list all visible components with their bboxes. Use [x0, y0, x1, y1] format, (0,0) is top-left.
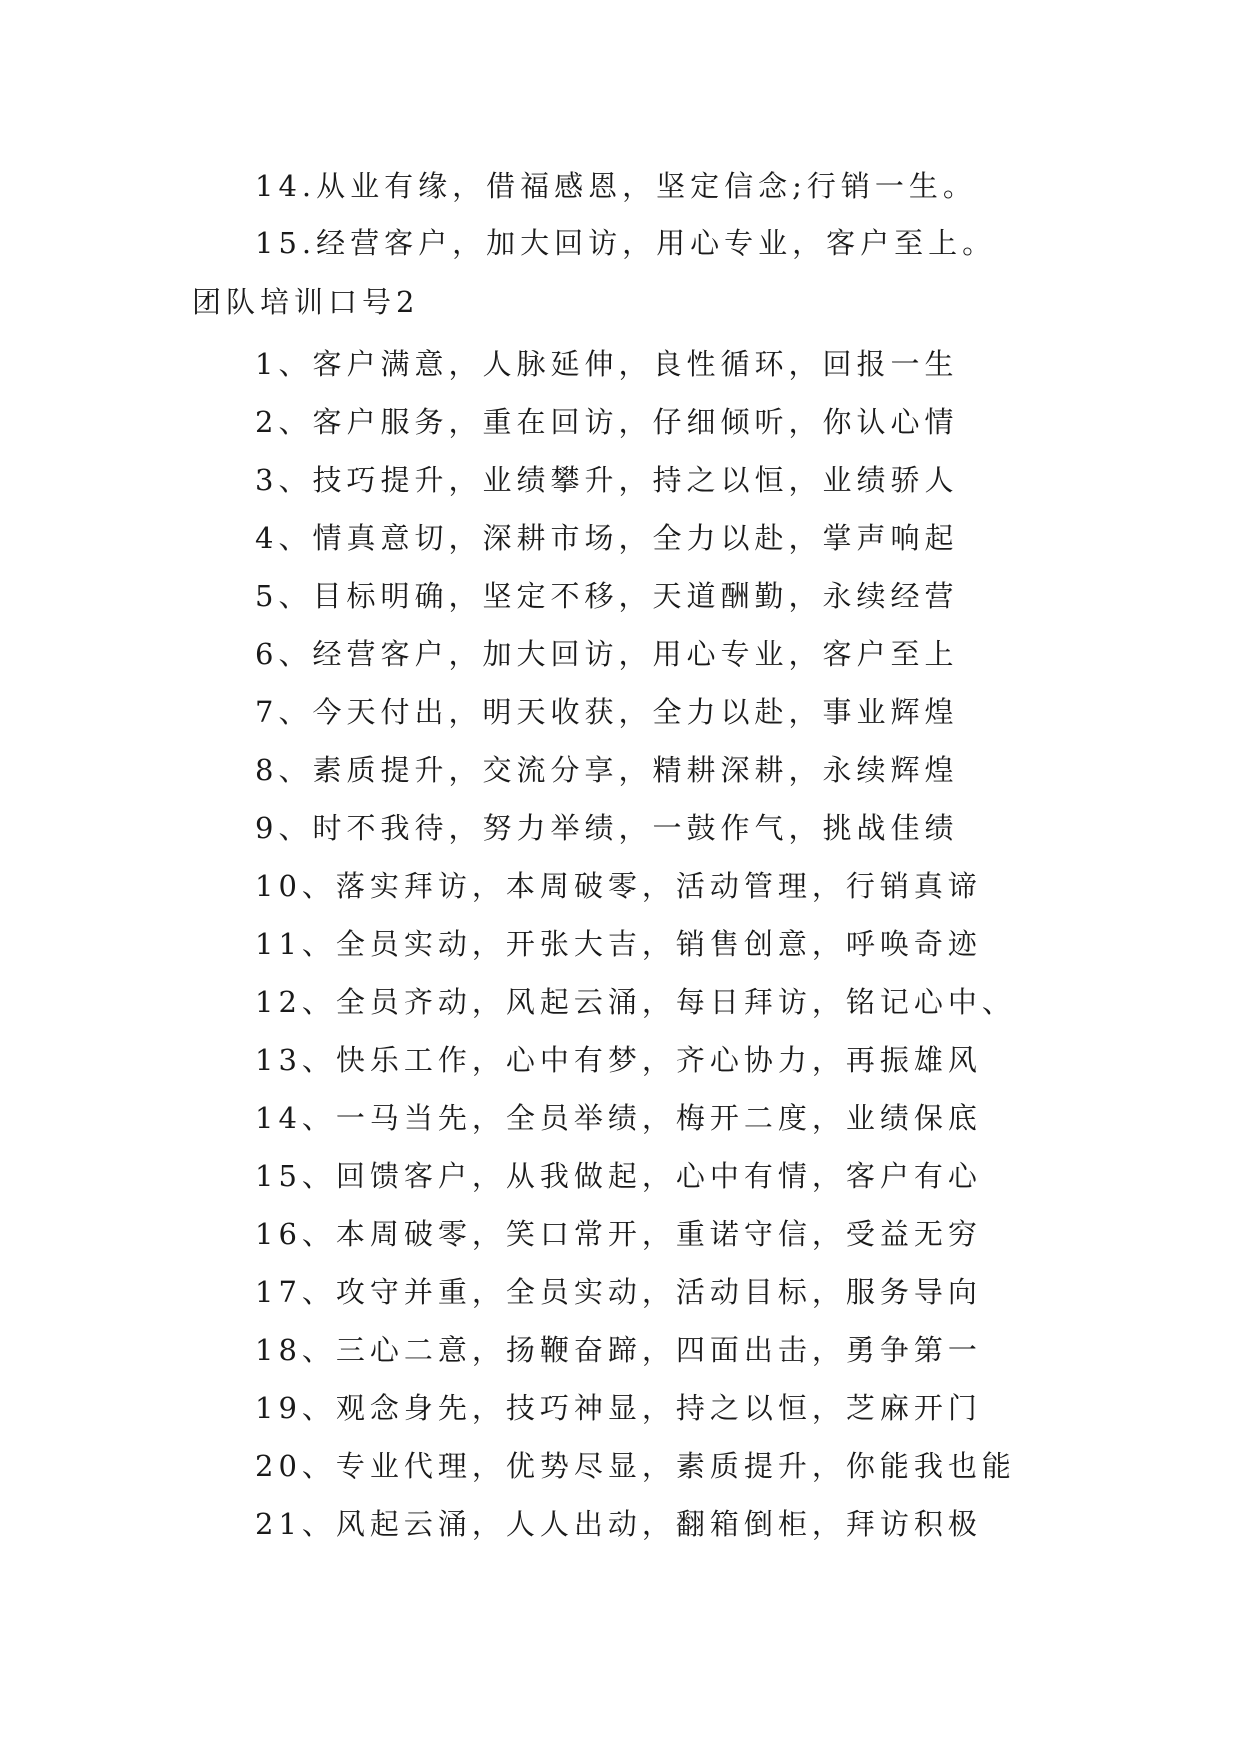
slogan-item: 21、风起云涌，人人出动，翻箱倒柜，拜访积极 — [255, 1507, 982, 1541]
slogan-item: 4、情真意切，深耕市场，全力以赴，掌声响起 — [255, 521, 959, 555]
slogan-item: 1、客户满意，人脉延伸，良性循环，回报一生 — [255, 347, 959, 381]
slogan-item: 19、观念身先，技巧神显，持之以恒，芝麻开门 — [255, 1391, 982, 1425]
slogan-item: 6、经营客户，加大回访，用心专业，客户至上 — [255, 637, 959, 671]
intro-item: 14.从业有缘，借福感恩，坚定信念;行销一生。 — [255, 169, 977, 203]
slogan-item: 14、一马当先，全员举绩，梅开二度，业绩保底 — [255, 1101, 982, 1135]
slogan-item: 2、客户服务，重在回访，仔细倾听，你认心情 — [255, 405, 959, 439]
slogan-item: 10、落实拜访，本周破零，活动管理，行销真谛 — [255, 869, 982, 903]
slogan-item: 18、三心二意，扬鞭奋蹄，四面出击，勇争第一 — [255, 1333, 982, 1367]
slogan-item: 15、回馈客户，从我做起，心中有情，客户有心 — [255, 1159, 982, 1193]
intro-item: 15.经营客户，加大回访，用心专业，客户至上。 — [255, 226, 997, 260]
slogan-item: 16、本周破零，笑口常开，重诺守信，受益无穷 — [255, 1217, 982, 1251]
slogan-item: 11、全员实动，开张大吉，销售创意，呼唤奇迹 — [255, 927, 982, 961]
slogan-item: 5、目标明确，坚定不移，天道酬勤，永续经营 — [255, 579, 959, 613]
slogan-item: 12、全员齐动，风起云涌，每日拜访，铭记心中、 — [255, 985, 1016, 1019]
slogan-item: 8、素质提升，交流分享，精耕深耕，永续辉煌 — [255, 753, 959, 787]
slogan-item: 3、技巧提升，业绩攀升，持之以恒，业绩骄人 — [255, 463, 959, 497]
slogan-item: 20、专业代理，优势尽显，素质提升，你能我也能 — [255, 1449, 1016, 1483]
slogan-item: 13、快乐工作，心中有梦，齐心协力，再振雄风 — [255, 1043, 982, 1077]
slogan-item: 9、时不我待，努力举绩，一鼓作气，挑战佳绩 — [255, 811, 959, 845]
section-heading: 团队培训口号2 — [192, 285, 420, 319]
slogan-item: 7、今天付出，明天收获，全力以赴，事业辉煌 — [255, 695, 959, 729]
slogan-item: 17、攻守并重，全员实动，活动目标，服务导向 — [255, 1275, 982, 1309]
